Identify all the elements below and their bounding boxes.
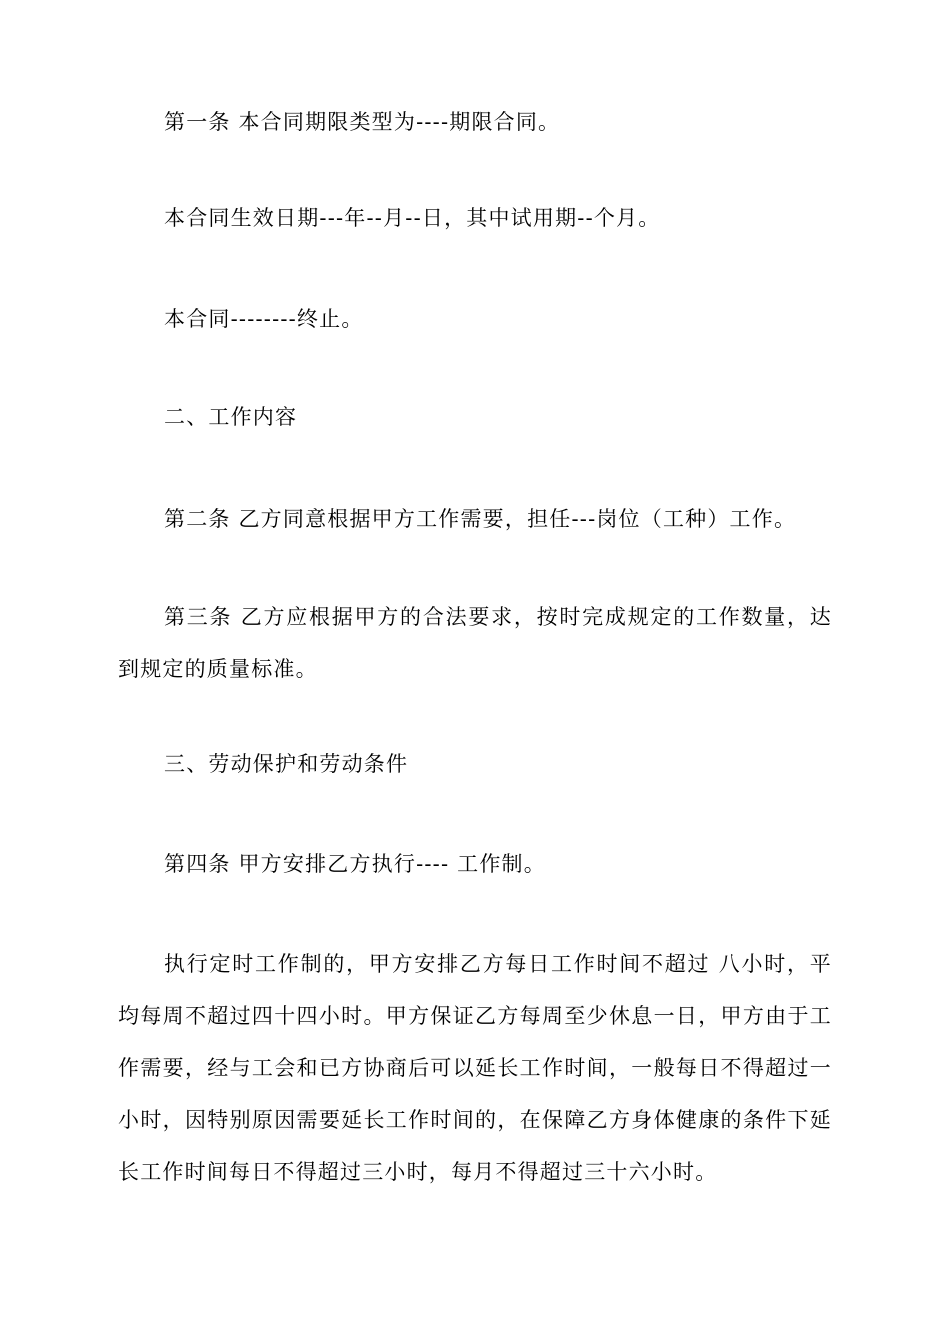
clause-4: 第四条 甲方安排乙方执行---- 工作制。 (164, 852, 546, 876)
clause-1: 第一条 本合同期限类型为----期限合同。 (164, 110, 561, 134)
effective-date-paragraph: 本合同生效日期---年--月--日，其中试用期--个月。 (164, 206, 661, 230)
clause-3: 第三条 乙方应根据甲方的合法要求，按时完成规定的工作数量，达到规定的质量标准。 (118, 605, 832, 681)
section-heading-work-content: 二、工作内容 (164, 405, 298, 429)
working-hours-paragraph: 执行定时工作制的，甲方安排乙方每日工作时间不超过 八小时，平均每周不超过四十四小时。甲方保证乙方每周至少休息一日，甲方由于工作需要，经与工会和已方协商后可以延长工作时间，一般每日不得超过一小时，因特别原因需要延长工作时间的，在保障乙方身体健康的条件下延长工作时间每日不得超过三小时，每月不得超过三十六小时。 (118, 952, 832, 1184)
termination-paragraph: 本合同--------终止。 (164, 307, 364, 331)
clause-2: 第二条 乙方同意根据甲方工作需要，担任---岗位（工种）工作。 (164, 507, 797, 531)
section-heading-labor-protection: 三、劳动保护和劳动条件 (164, 752, 409, 776)
